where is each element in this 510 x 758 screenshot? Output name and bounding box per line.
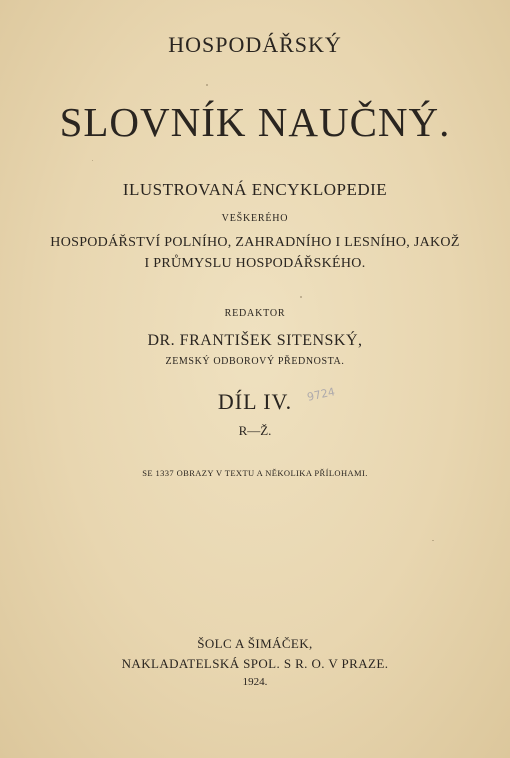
subtitle: ILUSTROVANÁ ENCYKLOPEDIE: [122, 180, 388, 199]
paper-speck: [92, 160, 93, 161]
editor-role: ZEMSKÝ ODBOROVÝ PŘEDNOSTA.: [165, 356, 345, 367]
subtitle-connector: VEŠKERÉHO: [221, 213, 289, 224]
paper-speck: [206, 84, 208, 86]
illustrations-note: SE 1337 OBRAZY V TEXTU A NĚKOLIKA PŘÍLOHAMI.: [142, 468, 368, 478]
page-title: SLOVNÍK NAUČNÝ.: [59, 99, 451, 145]
volume-title: DÍL IV.: [217, 389, 293, 414]
editor-label: REDAKTOR: [224, 308, 286, 319]
publisher-details: NAKLADATELSKÁ SPOL. S R. O. V PRAZE.: [121, 656, 389, 671]
scope-line-1: HOSPODÁŘSTVÍ POLNÍHO, ZAHRADNÍHO I LESNÍHO, JAKOŽ: [50, 235, 460, 250]
paper-speck: [432, 540, 434, 541]
paper-speck: [300, 296, 302, 298]
publication-year: 1924.: [242, 676, 268, 688]
header-text: HOSPODÁŘSKÝ: [168, 32, 342, 57]
editor-name: DR. FRANTIŠEK SITENSKÝ,: [147, 332, 363, 349]
scope-line-2: I PRŮMYSLU HOSPODÁŘSKÉHO.: [144, 256, 366, 271]
publisher-name: ŠOLC A ŠIMÁČEK,: [197, 636, 313, 651]
handwritten-note: 9724: [305, 385, 337, 404]
volume-range: R—Ž.: [238, 423, 272, 438]
